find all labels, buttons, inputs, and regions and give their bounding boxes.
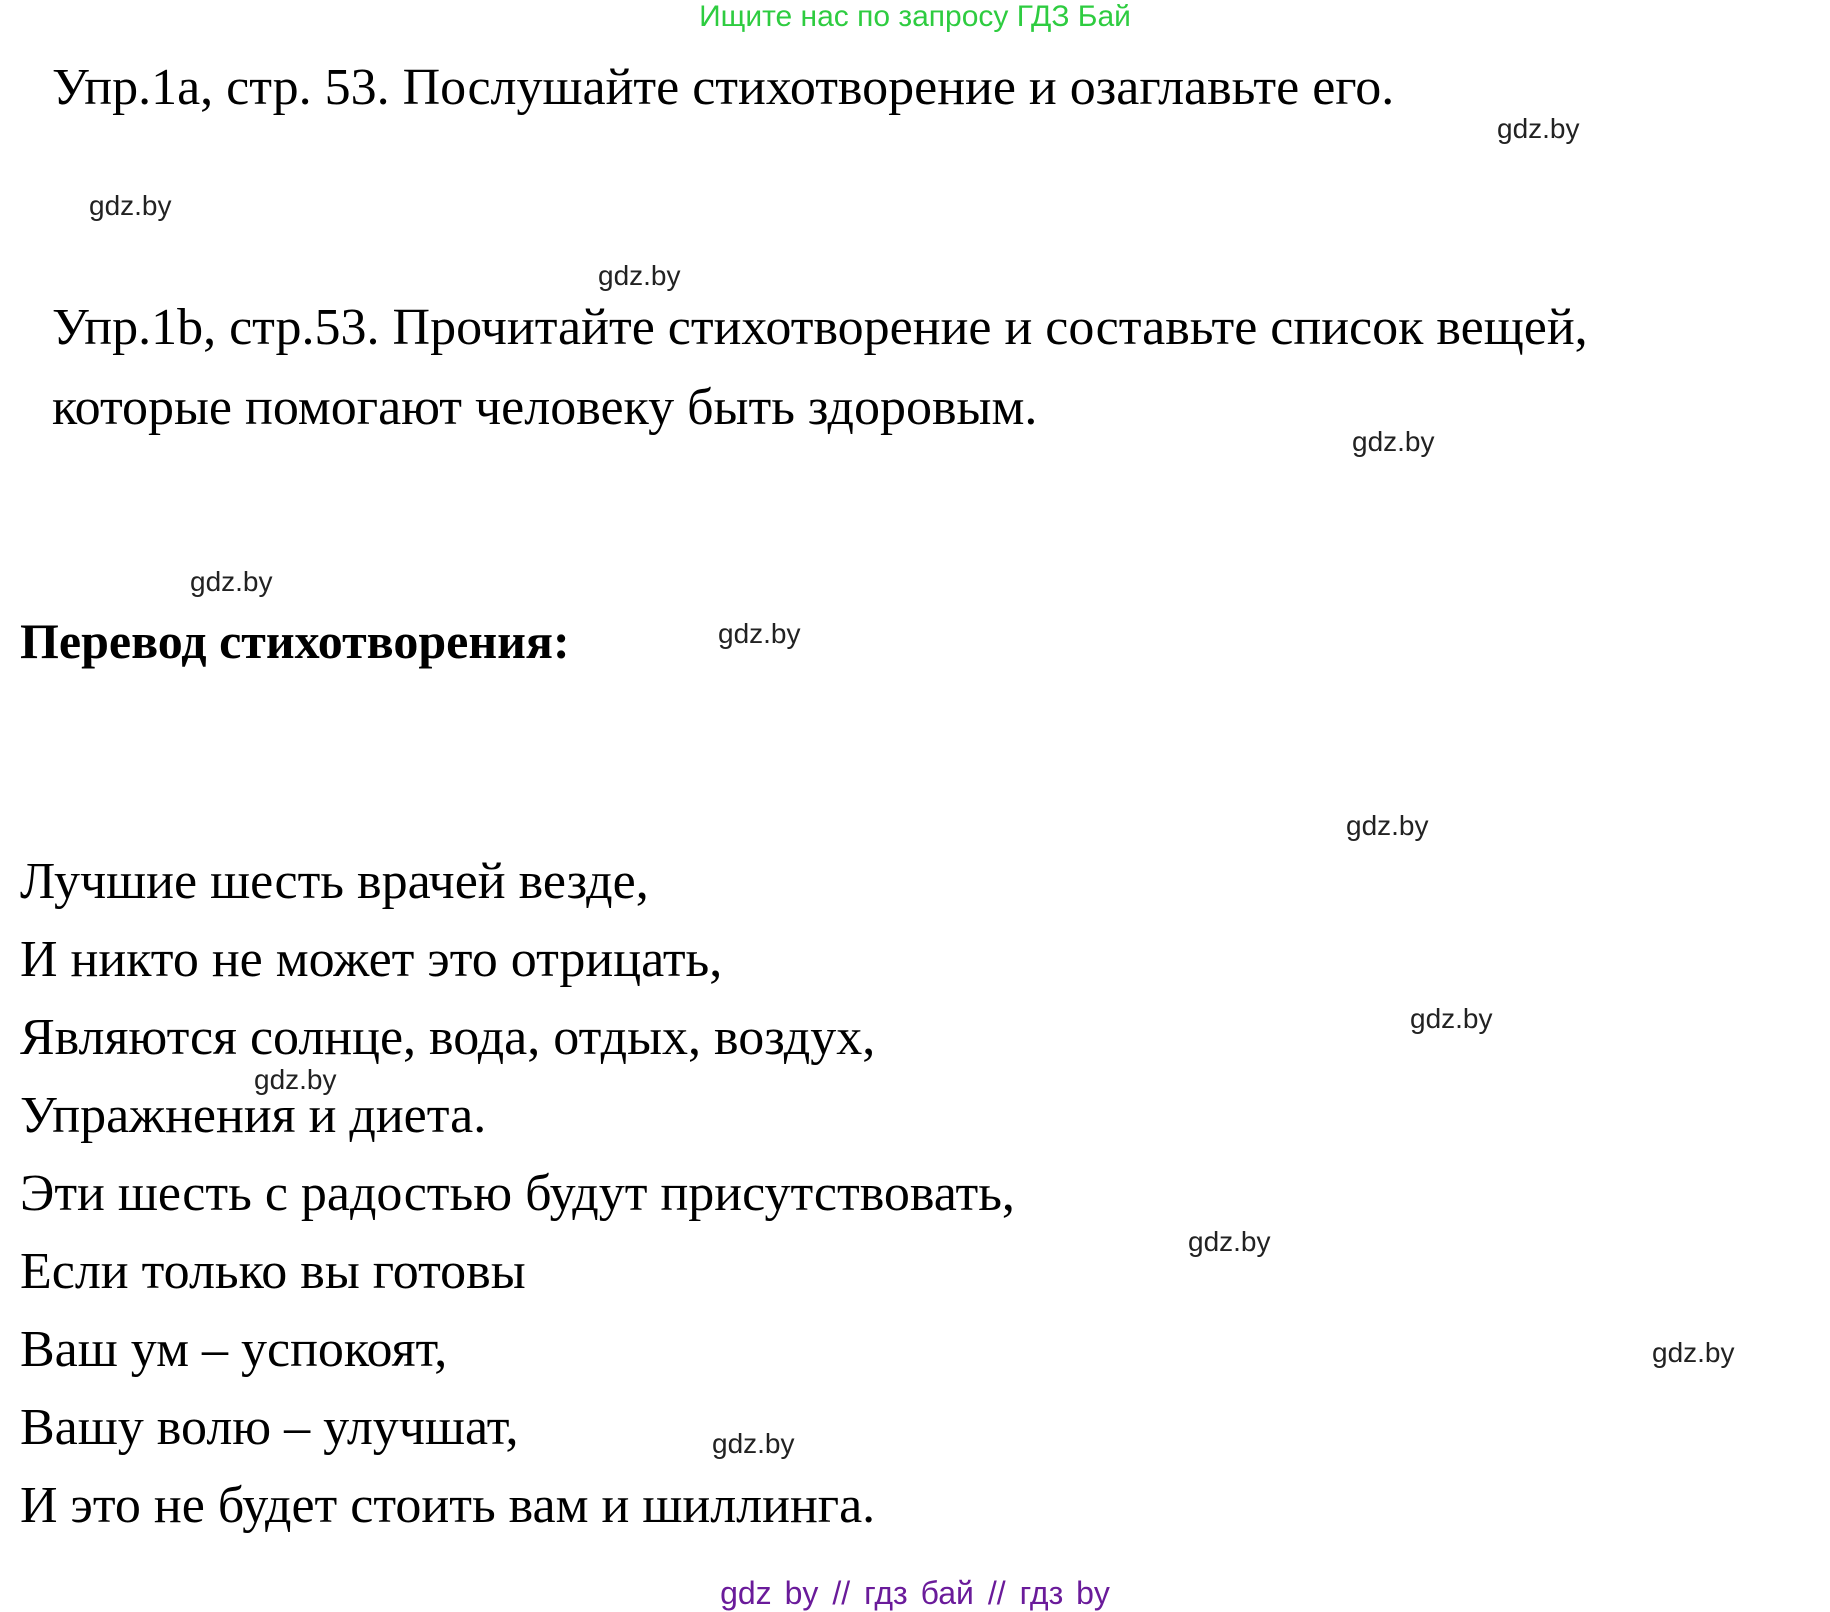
poem-heading: Перевод стихотворения: xyxy=(20,613,570,669)
task-1b-line-1: Упр.1b, стр.53. Прочитайте стихотворение и составьте список вещей, xyxy=(52,299,1588,356)
poem-line-7: Ваш ум – успокоят, xyxy=(20,1321,448,1378)
watermark: gdz.by xyxy=(598,260,681,291)
poem-line-2: И никто не может это отрицать, xyxy=(20,931,723,988)
watermark: gdz.by xyxy=(89,190,172,221)
watermark: gdz.by xyxy=(718,618,801,649)
footer-separator: // xyxy=(832,1575,851,1611)
footer-part-3: гдз by xyxy=(1019,1575,1110,1611)
watermark: gdz.by xyxy=(1188,1226,1271,1257)
poem-line-3: Являются солнце, вода, отдых, воздух, xyxy=(20,1009,876,1066)
watermark: gdz.by xyxy=(1497,113,1580,144)
poem-line-9: И это не будет стоить вам и шиллинга. xyxy=(20,1477,876,1534)
watermark: gdz.by xyxy=(1346,810,1429,841)
poem-line-4: Упражнения и диета. xyxy=(20,1087,487,1144)
poem-line-5: Эти шесть с радостью будут присутствовать, xyxy=(20,1165,1015,1222)
watermark: gdz.by xyxy=(1652,1337,1735,1368)
watermark: gdz.by xyxy=(254,1064,337,1095)
poem-line-1: Лучшие шесть врачей везде, xyxy=(20,853,649,910)
footer-part-1: gdz by xyxy=(720,1575,819,1611)
watermark: gdz.by xyxy=(712,1428,795,1459)
task-1b-line-2: которые помогают человеку быть здоровым. xyxy=(52,379,1038,436)
watermark: gdz.by xyxy=(1352,426,1435,457)
top-banner: Ищите нас по запросу ГДЗ Бай xyxy=(699,0,1131,33)
watermark: gdz.by xyxy=(1410,1003,1493,1034)
poem-line-6: Если только вы готовы xyxy=(20,1243,526,1300)
footer-separator: // xyxy=(987,1575,1006,1611)
task-1a-text: Упр.1a, стр. 53. Послушайте стихотворение и озаглавьте его. xyxy=(52,59,1395,116)
footer-part-2: гдз бай xyxy=(864,1575,974,1611)
poem-line-8: Вашу волю – улучшат, xyxy=(20,1399,519,1456)
footer-watermark xyxy=(0,1575,1830,1612)
watermark: gdz.by xyxy=(190,566,273,597)
